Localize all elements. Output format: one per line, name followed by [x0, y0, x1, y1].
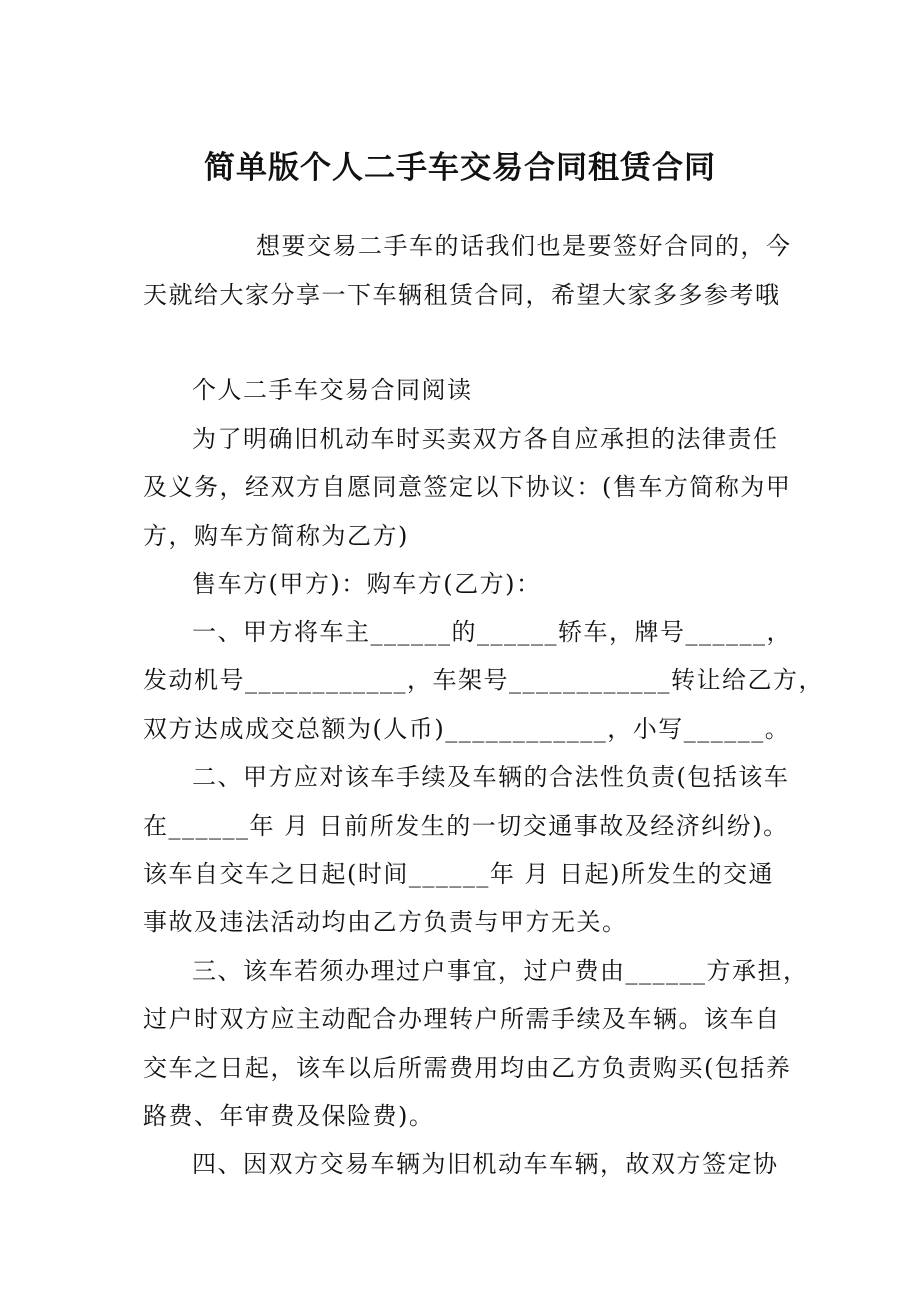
body-line: 为了明确旧机动车时买卖双方各自应承担的法律责任	[192, 425, 779, 453]
document-title: 简单版个人二手车交易合同租赁合同	[204, 150, 716, 186]
clause-3-line: 路费、年审费及保险费)。	[143, 1102, 435, 1130]
clause-1-line: 发动机号____________，车架号____________转让给乙方，	[143, 666, 824, 694]
clause-3-line: 交车之日起，该车以后所需费用均由乙方负责购买(包括养	[143, 1054, 792, 1082]
clause-2-line: 事故及违法活动均由乙方负责与甲方无关。	[143, 908, 628, 936]
clause-3-line: 三、该车若须办理过户事宜，过户费由______方承担，	[192, 957, 809, 985]
clause-2-line: 该车自交车之日起(时间______年 月 日起)所发生的交通	[143, 860, 774, 888]
clause-3-line: 过户时双方应主动配合办理转户所需手续及车辆。该车自	[143, 1005, 781, 1033]
clause-1-line: 双方达成成交总额为(人币)____________，小写______。	[143, 715, 791, 743]
section-heading: 个人二手车交易合同阅读	[192, 376, 473, 404]
body-line: 方，购车方简称为乙方)	[143, 522, 409, 550]
intro-line-2: 天就给大家分享一下车辆租赁合同，希望大家多多参考哦	[143, 281, 781, 309]
body-line: 售车方(甲方)：购车方(乙方)：	[192, 570, 542, 598]
clause-2-line: 二、甲方应对该车手续及车辆的合法性负责(包括该车	[192, 763, 790, 791]
body-line: 及义务，经双方自愿同意签定以下协议：(售车方简称为甲	[143, 473, 792, 501]
intro-line-1: 想要交易二手车的话我们也是要签好合同的，今	[256, 232, 792, 260]
clause-2-line: 在______年 月 日前所发生的一切交通事故及经济纠纷)。	[143, 812, 789, 840]
clause-1-line: 一、甲方将车主______的______轿车，牌号______，	[192, 618, 792, 646]
clause-4-line: 四、因双方交易车辆为旧机动车车辆，故双方签定协	[192, 1150, 779, 1178]
